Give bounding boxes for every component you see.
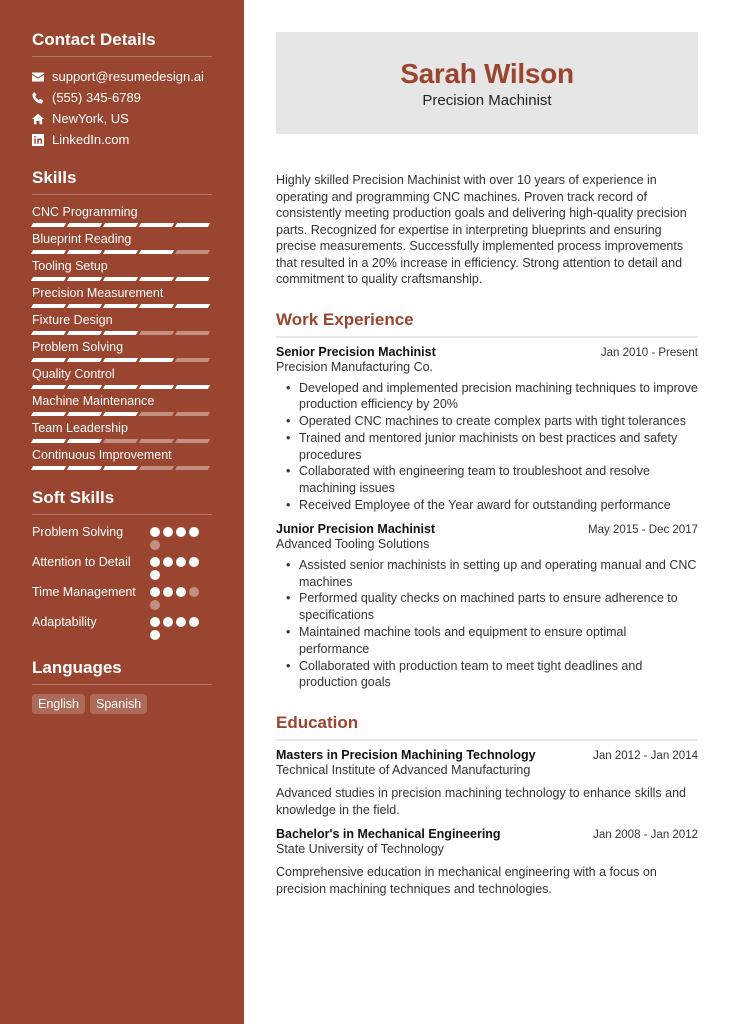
skill-level-segment [31, 331, 66, 335]
soft-skill-name: Attention to Detail [32, 555, 131, 569]
skill-level-segment [67, 439, 102, 443]
job-date: May 2015 - Dec 2017 [588, 523, 698, 536]
candidate-title: Precision Machinist [422, 91, 552, 109]
job-role: Senior Precision Machinist [276, 344, 436, 359]
summary-paragraph: Highly skilled Precision Machinist with over 10 years of experience in operating and programming CNC machines. Proven track record of consistently meeting production goals and delivering high-quality precision parts. Recognized for expertise in interpreting blueprints and ensuring precise measurements. Successfully implemented process improvements that resulted in a 20% increase in efficiency. Strong attention to detail and commitment to quality craftsmanship. [276, 173, 687, 286]
degree-description: Comprehensive education in mechanical engineering with a focus on precision machining techniques and technologies. [276, 864, 657, 896]
language-tag-english: English [32, 694, 85, 714]
skill-level-segment [31, 304, 66, 308]
languages-section [32, 658, 212, 714]
language-tag-spanish: Spanish [90, 694, 147, 714]
rating-dot-icon [163, 617, 173, 627]
soft-skills-heading: Soft Skills [32, 488, 212, 515]
skill-level-segment [103, 358, 138, 362]
skill-level-segment [175, 223, 210, 227]
contact-email[interactable] [32, 66, 212, 87]
soft-skill-item [32, 584, 212, 610]
soft-skill-rating [150, 524, 205, 550]
work-entry [276, 522, 698, 691]
linkedin-icon [32, 134, 52, 146]
contact-phone[interactable] [32, 87, 212, 108]
skill-level-segment [67, 277, 102, 281]
skill-level-segment [31, 385, 66, 389]
skill-name: Team Leadership [32, 421, 128, 435]
skill-level-segment [139, 277, 174, 281]
rating-dot-icon [189, 527, 199, 537]
work-experience-heading: Work Experience [276, 310, 698, 338]
soft-skill-name: Time Management [32, 585, 136, 599]
job-role: Junior Precision Machinist [276, 521, 436, 536]
job-bullet: • Received Employee of the Year award for outstanding performance [286, 497, 698, 514]
skill-item [32, 339, 212, 362]
skills-heading: Skills [32, 168, 212, 195]
contact-heading: Contact Details [32, 30, 212, 57]
skill-level-bars [32, 466, 212, 470]
job-date: Jan 2010 - Present [600, 346, 698, 359]
skill-item [32, 420, 212, 443]
skill-level-segment [31, 277, 66, 281]
skill-level-segment [139, 331, 174, 335]
education-entry [276, 748, 698, 819]
skill-level-bars [32, 358, 212, 362]
languages-heading: Languages [32, 658, 212, 685]
rating-dot-icon [150, 617, 160, 627]
skill-level-segment [139, 250, 174, 254]
skill-level-segment [103, 277, 138, 281]
skill-item [32, 447, 212, 470]
skill-item [32, 258, 212, 281]
work-entry [276, 345, 698, 514]
soft-skill-rating [150, 614, 205, 640]
job-bullet: • Collaborated with engineering team to troubleshoot and resolve machining issues [286, 463, 698, 497]
soft-skill-name: Problem Solving [32, 525, 124, 539]
rating-dot-icon [150, 570, 160, 580]
degree-description: Advanced studies in precision machining technology to enhance skills and knowledge in the field. [276, 786, 686, 818]
contact-section [32, 30, 212, 150]
contact-email-text: support@resumedesign.ai [52, 69, 204, 84]
education-entry [276, 827, 698, 898]
rating-dot-icon [189, 557, 199, 567]
skill-level-bars [32, 277, 212, 281]
skill-level-segment [31, 439, 66, 443]
skill-level-segment [67, 223, 102, 227]
rating-dot-icon [176, 557, 186, 567]
soft-skill-name: Adaptability [32, 615, 97, 629]
skill-level-segment [31, 466, 66, 470]
skill-name: Precision Measurement [32, 286, 164, 300]
sidebar [0, 0, 244, 1024]
skill-level-segment [139, 412, 174, 416]
skill-name: CNC Programming [32, 205, 138, 219]
phone-icon [32, 92, 52, 104]
degree-name: Bachelor's in Mechanical Engineering [276, 826, 501, 841]
skill-level-segment [175, 412, 210, 416]
degree-name: Masters in Precision Machining Technology [276, 748, 536, 763]
skill-level-segment [103, 439, 138, 443]
skill-level-segment [67, 331, 102, 335]
soft-skill-item [32, 614, 212, 640]
candidate-name: Sarah Wilson [400, 57, 574, 89]
contact-linkedin-text: LinkedIn.com [52, 132, 130, 147]
degree-date: Jan 2012 - Jan 2014 [593, 750, 698, 763]
rating-dot-icon [150, 540, 160, 550]
skill-level-segment [67, 250, 102, 254]
rating-dot-icon [163, 587, 173, 597]
school-name: Technical Institute of Advanced Manufacturing [276, 763, 531, 778]
soft-skill-item [32, 554, 212, 580]
job-bullet: • Operated CNC machines to create complex parts with tight tolerances [286, 413, 698, 430]
skill-item [32, 393, 212, 416]
skills-list [32, 204, 212, 470]
skill-name: Problem Solving [32, 340, 124, 354]
education-section [276, 713, 698, 897]
skill-level-bars [32, 385, 212, 389]
skill-level-segment [103, 223, 138, 227]
job-bullet: • Maintained machine tools and equipment to ensure optimal performance [286, 624, 698, 658]
job-bullet: • Assisted senior machinists in setting up and operating manual and CNC machines [286, 557, 698, 591]
skill-name: Tooling Setup [32, 259, 108, 273]
skill-level-segment [175, 358, 210, 362]
skill-level-segment [175, 385, 210, 389]
rating-dot-icon [163, 527, 173, 537]
job-bullet: • Performed quality checks on machined parts to ensure adherence to specifications [286, 590, 698, 624]
job-bullet: • Trained and mentored junior machinists on best practices and safety procedures [286, 430, 698, 464]
skill-level-segment [103, 304, 138, 308]
skill-name: Machine Maintenance [32, 394, 155, 408]
skill-level-segment [175, 277, 210, 281]
skill-level-segment [31, 250, 66, 254]
skill-level-segment [67, 358, 102, 362]
skill-level-segment [139, 385, 174, 389]
soft-skill-rating [150, 554, 205, 580]
resume-header [276, 32, 698, 134]
rating-dot-icon [150, 557, 160, 567]
job-company: Advanced Tooling Solutions [276, 536, 430, 551]
soft-skills-section [32, 488, 212, 640]
rating-dot-icon [150, 587, 160, 597]
skill-level-segment [31, 358, 66, 362]
skill-level-segment [175, 331, 210, 335]
soft-skills-list [32, 524, 212, 640]
skill-name: Blueprint Reading [32, 232, 132, 246]
job-company: Precision Manufacturing Co. [276, 359, 434, 374]
rating-dot-icon [176, 587, 186, 597]
skill-item [32, 204, 212, 227]
skill-level-bars [32, 250, 212, 254]
skill-level-segment [103, 250, 138, 254]
skill-level-segment [103, 412, 138, 416]
rating-dot-icon [150, 630, 160, 640]
skill-item [32, 312, 212, 335]
skill-level-segment [103, 385, 138, 389]
skill-level-segment [139, 304, 174, 308]
skill-level-segment [139, 439, 174, 443]
skill-level-bars [32, 439, 212, 443]
soft-skill-rating [150, 584, 205, 610]
skill-item [32, 366, 212, 389]
contact-phone-text: (555) 345-6789 [52, 90, 141, 105]
work-experience-section [276, 310, 698, 692]
main-content [276, 0, 698, 905]
skill-level-segment [31, 223, 66, 227]
skill-level-bars [32, 331, 212, 335]
skill-level-segment [175, 466, 210, 470]
skill-level-segment [67, 466, 102, 470]
skill-name: Continuous Improvement [32, 448, 172, 462]
skill-level-segment [67, 385, 102, 389]
degree-date: Jan 2008 - Jan 2012 [593, 828, 698, 841]
skill-level-bars [32, 304, 212, 308]
skill-level-segment [103, 466, 138, 470]
contact-linkedin[interactable] [32, 129, 212, 150]
soft-skill-item [32, 524, 212, 550]
education-heading: Education [276, 713, 698, 741]
skill-level-bars [32, 223, 212, 227]
skill-level-segment [67, 304, 102, 308]
job-bullets [276, 380, 698, 514]
rating-dot-icon [176, 617, 186, 627]
skill-level-segment [175, 439, 210, 443]
home-icon [32, 113, 52, 125]
contact-location [32, 108, 212, 129]
skill-level-segment [31, 412, 66, 416]
rating-dot-icon [189, 587, 199, 597]
skill-level-segment [139, 466, 174, 470]
envelope-icon [32, 71, 52, 83]
skill-level-segment [103, 331, 138, 335]
job-bullets [276, 557, 698, 691]
skill-level-segment [139, 358, 174, 362]
language-tags [32, 694, 212, 714]
rating-dot-icon [163, 557, 173, 567]
school-name: State University of Technology [276, 841, 444, 856]
skill-level-segment [175, 304, 210, 308]
rating-dot-icon [150, 600, 160, 610]
rating-dot-icon [176, 527, 186, 537]
skill-item [32, 231, 212, 254]
skill-level-segment [139, 223, 174, 227]
contact-location-text: NewYork, US [52, 111, 129, 126]
skill-name: Quality Control [32, 367, 115, 381]
skill-level-segment [175, 250, 210, 254]
skill-level-bars [32, 412, 212, 416]
skill-item [32, 285, 212, 308]
rating-dot-icon [189, 617, 199, 627]
skill-name: Fixture Design [32, 313, 113, 327]
job-bullet: • Developed and implemented precision machining techniques to improve production efficiency by 20% [286, 380, 698, 414]
rating-dot-icon [150, 527, 160, 537]
skills-section [32, 168, 212, 470]
job-bullet: • Collaborated with production team to meet tight deadlines and production goals [286, 658, 698, 692]
skill-level-segment [67, 412, 102, 416]
